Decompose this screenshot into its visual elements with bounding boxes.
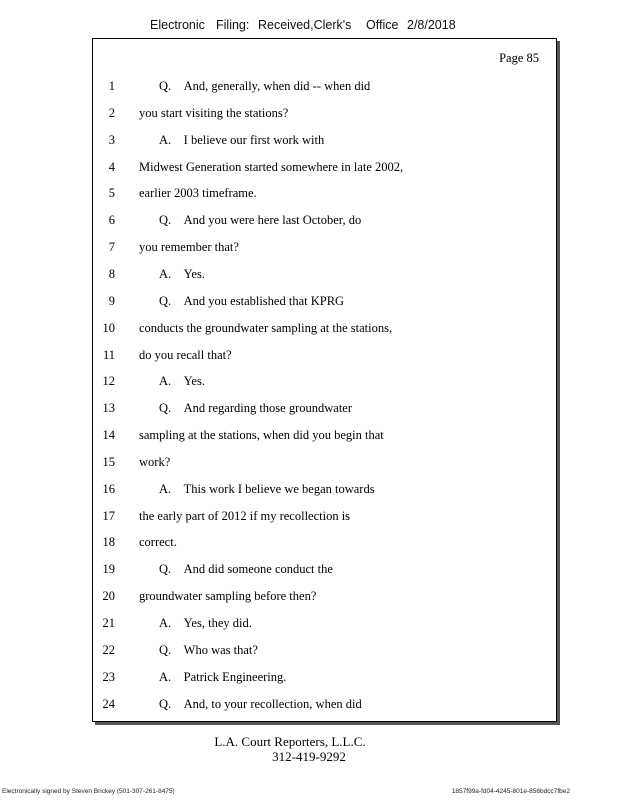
line-text: A. Yes, they did.	[159, 616, 252, 630]
line-text: A. Yes.	[159, 374, 205, 389]
line-text: work?	[139, 454, 171, 469]
header-word-filing: Filing:	[216, 18, 250, 32]
transcript-line	[93, 697, 556, 715]
transcript-line	[93, 535, 556, 553]
line-text: sampling at the stations, when did you begin that	[139, 428, 384, 443]
line-number: 13	[102, 401, 115, 416]
line-text: A. Patrick Engineering.	[159, 669, 287, 684]
transcript-line	[93, 670, 556, 688]
line-number: 3	[108, 132, 115, 147]
line-text: A. Yes.	[159, 266, 205, 281]
transcript-line	[93, 455, 556, 473]
filing-header	[0, 18, 618, 38]
line-text: Q. And regarding those groundwater	[159, 401, 353, 416]
page-number: Page 85	[499, 51, 539, 65]
transcript-line	[93, 509, 556, 527]
transcript-line	[93, 428, 556, 446]
line-text: A. I believe our first work with	[159, 132, 325, 147]
line-number: 15	[102, 454, 115, 469]
footer-phone: 312-419-9292	[272, 749, 346, 764]
line-text: the early part of 2012 if my recollection is	[139, 508, 351, 523]
transcript-line	[93, 374, 556, 392]
transcript-line	[93, 160, 556, 178]
line-text: Q. And, to your recollection, when did	[159, 696, 362, 711]
transcript-line	[93, 321, 556, 339]
line-text: do you recall that?	[139, 347, 232, 362]
line-text: correct.	[139, 535, 177, 550]
line-text: Q. And did someone conduct the	[159, 562, 333, 577]
line-number: 11	[102, 347, 115, 362]
line-number: 8	[108, 266, 115, 281]
line-number: 22	[102, 642, 115, 657]
line-number: 18	[102, 535, 115, 550]
line-text: Q. And you established that KPRG	[159, 293, 345, 308]
signature-right: 1857f99a-fd04-4245-801e-856bdcc7fbe2	[451, 788, 570, 795]
transcript-line	[93, 562, 556, 580]
line-number: 12	[102, 374, 115, 389]
line-number: 16	[102, 481, 115, 496]
transcript-line	[93, 616, 556, 634]
transcript-line	[93, 186, 556, 204]
line-number: 7	[108, 240, 115, 255]
line-text: Q. Who was that?	[159, 642, 258, 657]
transcript-line	[93, 643, 556, 661]
transcript-line	[93, 482, 556, 500]
header-date: 2/8/2018	[407, 18, 456, 32]
line-text: conducts the groundwater sampling at the stations,	[139, 320, 393, 335]
line-number: 5	[108, 186, 115, 201]
line-text: Q. And, generally, when did -- when did	[159, 79, 371, 93]
line-number: 20	[102, 589, 115, 604]
line-number: 24	[102, 696, 115, 711]
line-text: Midwest Generation started somewhere in late 2002,	[139, 159, 404, 174]
header-word-office: Office	[366, 18, 399, 32]
header-word-received: Received,Clerk's	[258, 18, 352, 32]
transcript-line	[93, 106, 556, 124]
line-text: Q. And you were here last October, do	[159, 213, 362, 228]
line-number: 14	[102, 428, 115, 443]
transcript-line	[93, 401, 556, 419]
line-number: 19	[102, 562, 115, 577]
line-text: groundwater sampling before then?	[139, 589, 317, 604]
header-word-electronic: Electronic	[150, 18, 205, 32]
line-text: you remember that?	[139, 240, 239, 255]
transcript-line	[93, 79, 556, 97]
line-number: 9	[108, 293, 115, 308]
signature-left: Electronically signed by Steven Brickey (501-307-261-8475)	[2, 788, 175, 795]
transcript-line	[93, 294, 556, 312]
line-number: 2	[108, 105, 115, 120]
transcript-line	[93, 133, 556, 151]
transcript-line	[93, 589, 556, 607]
line-number: 4	[108, 159, 115, 174]
line-number: 10	[102, 320, 115, 335]
line-text: A. This work I believe we began towards	[159, 481, 375, 496]
line-number: 1	[108, 79, 115, 93]
transcript-line	[93, 348, 556, 366]
footer-company: L.A. Court Reporters, L.L.C.	[214, 734, 366, 749]
line-number: 6	[108, 213, 115, 228]
line-number: 21	[102, 616, 115, 630]
transcript-page	[92, 38, 557, 722]
line-number: 23	[102, 669, 115, 684]
transcript-line	[93, 213, 556, 231]
transcript-line	[93, 240, 556, 258]
line-text: you start visiting the stations?	[139, 105, 289, 120]
transcript-line	[93, 267, 556, 285]
line-number: 17	[102, 508, 115, 523]
line-text: earlier 2003 timeframe.	[139, 186, 257, 201]
